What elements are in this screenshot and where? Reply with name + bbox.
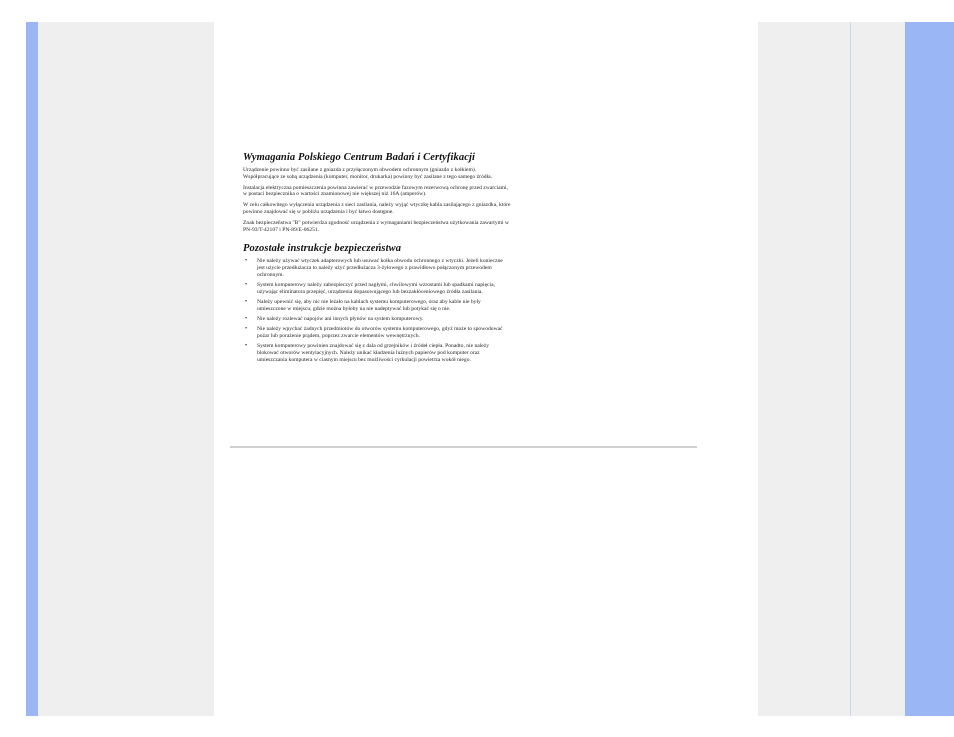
- bullet-icon: •: [245, 299, 248, 306]
- horizontal-rule: [230, 446, 697, 448]
- paragraph: Instalacja elektryczna pomieszczenia powinna zawierać w przewodzie fazowym rezerwową ochronę przed zwarciami, w postaci bezpiecznika o wartości znamionowej nie większej niż 16A (amperów).: [243, 184, 508, 198]
- list-item: [243, 299, 511, 313]
- paragraph: Znak bezpieczeństwa "B" potwierdza zgodność urządzenia z wymaganiami bezpieczeństwa użytkowania zawartymi w PN-93/T-42107 i PN-89/E-06251.: [243, 219, 509, 233]
- safety-list: [243, 258, 511, 363]
- left-blue-border: [26, 22, 38, 716]
- document-content: [243, 152, 511, 367]
- paragraph: Urządzenie powinno być zasilane z gniazda z przyłączonym obwodem ochronnym (gniazdo z kołkiem). Współpracujące ze sobą urządzenia (komputer, monitor, drukarka) powinny być zasilane z tego samego źródła.: [243, 167, 492, 180]
- section-title-safety: Pozostałe instrukcje bezpieczeństwa: [243, 243, 402, 255]
- section-title-pcbc: Wymagania Polskiego Centrum Badań i Certyfikacji: [243, 152, 476, 163]
- list-item-text: Nie należy wpychać żadnych przedmiotów do otworów systemu komputerowego, gdyż może to spowodować pożar lub porażenie prądem, poprzez zwarcie elementów wewnętrznych.: [257, 326, 503, 340]
- list-item-text: Nie należy używać wtyczek adapterowych lub usuwać kołka obwodu ochronnego z wtyczki. Jeżeli konieczne jest użycie przedłużacza to należy użyć przedłużacza 3-żyłowego z prawidłowo połączonym przewodem ochronnym.: [257, 258, 503, 278]
- bullet-icon: •: [245, 326, 248, 333]
- bullet-icon: •: [245, 316, 248, 323]
- list-item: [243, 316, 511, 323]
- list-item: [243, 282, 511, 296]
- left-margin-panel: [38, 22, 214, 716]
- list-item-text: Należy upewnić się, aby nic nie leżało na kablach systemu komputerowego, oraz aby kable nie były umieszczone w miejscu, gdzie można byłoby na nie nadeptywać lub potykać się o nie.: [257, 299, 481, 312]
- right-blue-border: [905, 22, 954, 716]
- list-item: [243, 326, 511, 340]
- list-item-text: System komputerowy powinien znajdować się z dala od grzejników i źródeł ciepła. Ponadto, nie należy blokować otworów wentylacyjnych. Należy unikać kładzenia luźnych papierów pod komputer oraz umieszczania komputera w ciasnym miejscu bez możliwości cyrkulacji powietrza wokół niego.: [257, 343, 490, 363]
- paragraph: W celu całkowitego wyłączenia urządzenia z sieci zasilania, należy wyjąć wtyczkę kabla zasilającego z gniazdka, które powinno znajdować się w pobliżu urządzenia i być łatwo dostępne.: [243, 202, 511, 215]
- bullet-icon: •: [245, 343, 248, 350]
- bullet-icon: •: [245, 282, 248, 289]
- right-margin-panel-inner: [851, 22, 905, 716]
- right-margin-panel: [758, 22, 850, 716]
- bullet-icon: •: [245, 258, 248, 265]
- list-item-text: Nie należy rozlewać napojów ani innych płynów na system komputerowy.: [257, 316, 424, 323]
- list-item: [243, 258, 511, 278]
- list-item-text: System komputerowy należy zabezpieczyć przed nagłymi, chwilowymi wzrostami lub spadkami napięcia, używając eliminatora przepięć, urządzenia dopasowującego lub bezzakłóceniowego źródła zasilania.: [257, 282, 495, 295]
- list-item: [243, 343, 511, 363]
